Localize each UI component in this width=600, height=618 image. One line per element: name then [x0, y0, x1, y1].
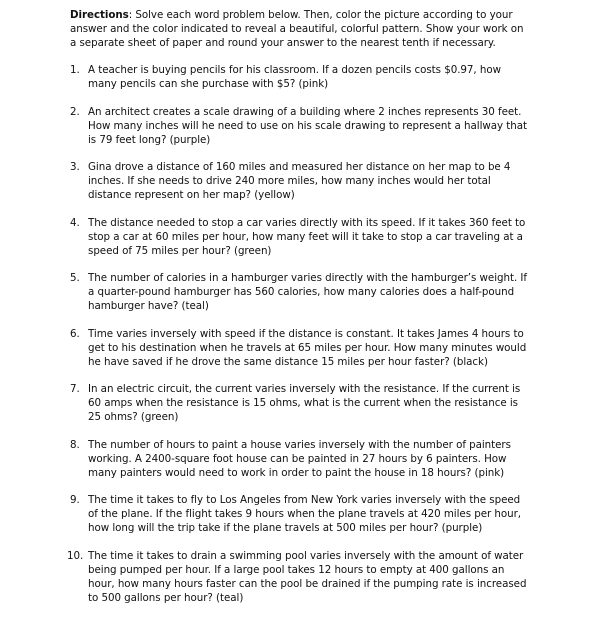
- problem-number: 9.: [70, 494, 80, 506]
- problem-text: An architect creates a scale drawing of a building where 2 inches represents 30 feet. How many inches will he need to use on his scale drawing to represent a hallway that is 79 feet long? (purple): [88, 105, 527, 146]
- problem-number: 3.: [70, 161, 80, 173]
- problem-1: [70, 63, 530, 91]
- problem-7: [70, 382, 530, 424]
- problem-number: 5.: [70, 272, 80, 284]
- problem-text: In an electric circuit, the current varies inversely with the resistance. If the current is 60 amps when the resistance is 15 ohms, what is the current when the resistance is 25 ohms? (green): [88, 383, 521, 423]
- problem-2: [70, 105, 530, 147]
- problem-number: 8.: [70, 438, 80, 451]
- problem-text: The distance needed to stop a car varies directly with its speed. If it takes 360 feet to stop a car at 60 miles per hour, how many feet will it take to stop a car traveling at a speed of 75 miles per hour? (green): [88, 216, 526, 257]
- problem-number: 10.: [67, 549, 84, 562]
- problem-number: 6.: [70, 327, 80, 340]
- directions-paragraph: [70, 8, 530, 50]
- problem-number: 2.: [70, 105, 80, 118]
- problem-number: 1.: [70, 64, 80, 76]
- problem-text: The time it takes to drain a swimming pool varies inversely with the amount of water being pumped per hour. If a large pool takes 12 hours to empty at 400 gallons an hour, how many hours faster can the pool be drained if the pumping rate is increased to 500 gallons per hour? (teal): [88, 549, 527, 604]
- problem-6: [70, 327, 530, 369]
- problem-text: The number of hours to paint a house varies inversely with the number of painters working. A 2400-square foot house can be painted in 27 hours by 6 painters. How many painters would need to work in order to paint the house in 18 hours? (pink): [88, 438, 511, 479]
- worksheet-page: [67, 8, 530, 618]
- problem-list: [67, 63, 530, 605]
- problem-text: The number of calories in a hamburger varies directly with the hamburger’s weight. If a quarter-pound hamburger has 560 calories, how many calories does a half-pound hamburger have? (teal): [88, 272, 527, 312]
- problem-text: A teacher is buying pencils for his classroom. If a dozen pencils costs $0.97, how many pencils can she purchase with $5? (pink): [88, 64, 501, 90]
- problem-10: [67, 549, 530, 605]
- directions-text: : Solve each word problem below. Then, color the picture according to your answer and the color indicated to reveal a beautiful, colorful pattern. Show your work on a separate sheet of paper and round your answer to the nearest tenth if necessary.: [70, 9, 524, 49]
- problem-8: [70, 438, 530, 480]
- problem-number: 4.: [70, 216, 80, 229]
- problem-9: [70, 493, 530, 535]
- problem-3: [70, 160, 530, 202]
- problem-number: 7.: [70, 383, 80, 395]
- problem-text: The time it takes to fly to Los Angeles from New York varies inversely with the speed of the plane. If the flight takes 9 hours when the plane travels at 420 miles per hour, how long will the trip take if the plane travels at 500 miles per hour? (purple): [88, 494, 522, 534]
- problem-4: [70, 216, 530, 258]
- problem-text: Time varies inversely with speed if the distance is constant. It takes James 4 hours to get to his destination when he travels at 65 miles per hour. How many minutes would he have saved if he drove the same distance 15 miles per hour faster? (black): [88, 327, 527, 368]
- problem-text: Gina drove a distance of 160 miles and measured her distance on her map to be 4 inches. If she needs to drive 240 more miles, how many inches would her total distance represent on her map? (yellow): [88, 161, 511, 201]
- directions-label: Directions: [70, 9, 129, 21]
- problem-5: [70, 271, 530, 313]
